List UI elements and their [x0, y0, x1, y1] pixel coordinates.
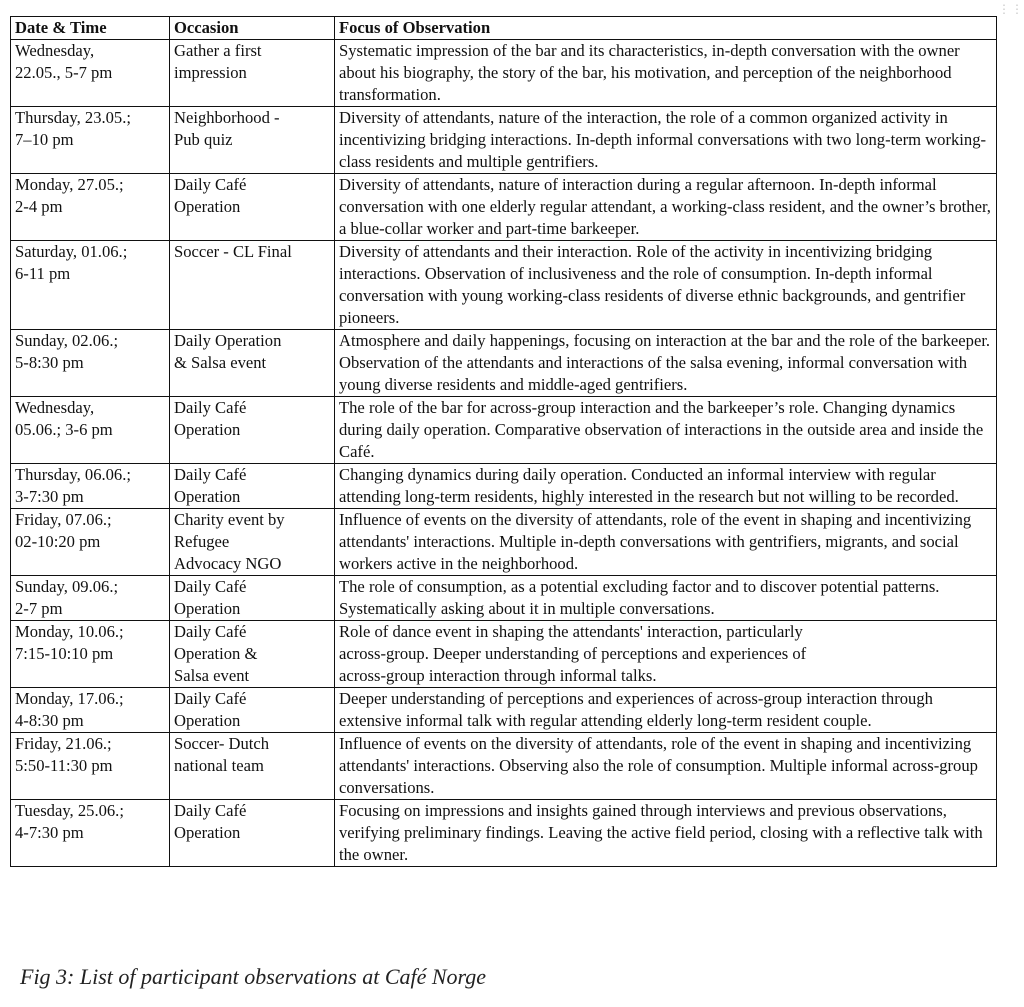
cell-focus: Diversity of attendants and their interaction. Role of the activity in incentivizing bridging interactions. Observation of inclusiveness and the role of consumption. In-depth informal conversation with young working-class residents of diverse ethnic backgrounds, and gentrifier pioneers.: [335, 241, 997, 330]
header-occasion: Occasion: [170, 17, 335, 40]
table-row: [11, 241, 997, 330]
cell-occasion: Gather a first impression: [170, 40, 335, 107]
cell-date-time: Monday, 17.06.; 4-8:30 pm: [11, 688, 170, 733]
table-header-row: [11, 17, 997, 40]
observations-table: [10, 16, 997, 867]
more-options-icon[interactable]: ⋮⋮: [998, 2, 1024, 16]
cell-date-time: Friday, 21.06.; 5:50-11:30 pm: [11, 733, 170, 800]
cell-focus: The role of the bar for across-group interaction and the barkeeper’s role. Changing dynamics during daily operation. Comparative observation of interactions in the outside area and inside the Café.: [335, 397, 997, 464]
cell-focus: Influence of events on the diversity of attendants, role of the event in shaping and incentivizing attendants' interactions. Multiple in-depth conversations with gentrifiers, migrants, and social workers active in the neighborhood.: [335, 509, 997, 576]
cell-occasion: Charity event by Refugee Advocacy NGO: [170, 509, 335, 576]
table-row: [11, 688, 997, 733]
figure-caption: Fig 3: List of participant observations at Café Norge: [20, 964, 487, 989]
table-row: [11, 174, 997, 241]
cell-date-time: Thursday, 06.06.; 3-7:30 pm: [11, 464, 170, 509]
table-row: [11, 800, 997, 867]
table-row: [11, 40, 997, 107]
cell-focus: Focusing on impressions and insights gained through interviews and previous observations, verifying preliminary findings. Leaving the active field period, closing with a reflective talk with the owner.: [335, 800, 997, 867]
cell-occasion: Daily Café Operation: [170, 174, 335, 241]
cell-focus: Atmosphere and daily happenings, focusing on interaction at the bar and the role of the barkeeper. Observation of the attendants and interactions of the salsa evening, informal conversation with young diverse residents and middle-aged gentrifiers.: [335, 330, 997, 397]
cell-occasion: Neighborhood - Pub quiz: [170, 107, 335, 174]
cell-occasion: Daily Café Operation & Salsa event: [170, 621, 335, 688]
table-row: [11, 330, 997, 397]
cell-focus: Role of dance event in shaping the attendants' interaction, particularly across-group. Deeper understanding of perceptions and experiences of across-group interaction through informal talks.: [335, 621, 997, 688]
cell-occasion: Soccer - CL Final: [170, 241, 335, 330]
cell-focus: The role of consumption, as a potential excluding factor and to discover potential patterns. Systematically asking about it in multiple conversations.: [335, 576, 997, 621]
cell-occasion: Daily Café Operation: [170, 576, 335, 621]
cell-date-time: Sunday, 02.06.; 5-8:30 pm: [11, 330, 170, 397]
table-row: [11, 509, 997, 576]
cell-date-time: Tuesday, 25.06.; 4-7:30 pm: [11, 800, 170, 867]
cell-occasion: Daily Café Operation: [170, 688, 335, 733]
header-date-time: Date & Time: [11, 17, 170, 40]
cell-focus: Deeper understanding of perceptions and experiences of across-group interaction through extensive informal talk with regular attending elderly long-term resident couple.: [335, 688, 997, 733]
cell-occasion: Daily Café Operation: [170, 464, 335, 509]
cell-date-time: Monday, 27.05.; 2-4 pm: [11, 174, 170, 241]
cell-focus: Changing dynamics during daily operation. Conducted an informal interview with regular attending long-term residents, highly interested in the research but not willing to be recorded.: [335, 464, 997, 509]
cell-date-time: Thursday, 23.05.; 7–10 pm: [11, 107, 170, 174]
cell-occasion: Daily Café Operation: [170, 800, 335, 867]
cell-focus: Systematic impression of the bar and its characteristics, in-depth conversation with the owner about his biography, the story of the bar, his motivation, and perception of the neighborhood transformation.: [335, 40, 997, 107]
cell-date-time: Saturday, 01.06.; 6-11 pm: [11, 241, 170, 330]
cell-date-time: Sunday, 09.06.; 2-7 pm: [11, 576, 170, 621]
header-focus: Focus of Observation: [335, 17, 997, 40]
cell-occasion: Daily Café Operation: [170, 397, 335, 464]
table-body: [11, 40, 997, 867]
table-row: [11, 733, 997, 800]
cell-date-time: Friday, 07.06.; 02-10:20 pm: [11, 509, 170, 576]
cell-focus: Diversity of attendants, nature of interaction during a regular afternoon. In-depth informal conversation with one elderly regular attendant, a working-class resident, and the owner’s brother, a blue-collar worker and part-time barkeeper.: [335, 174, 997, 241]
cell-date-time: Monday, 10.06.; 7:15-10:10 pm: [11, 621, 170, 688]
table-row: [11, 576, 997, 621]
table-row: [11, 621, 997, 688]
cell-date-time: Wednesday, 05.06.; 3-6 pm: [11, 397, 170, 464]
cell-occasion: Daily Operation & Salsa event: [170, 330, 335, 397]
cell-focus: Influence of events on the diversity of attendants, role of the event in shaping and incentivizing attendants' interactions. Observing also the role of consumption. Multiple informal across-group conversations.: [335, 733, 997, 800]
table-row: [11, 107, 997, 174]
cell-date-time: Wednesday, 22.05., 5-7 pm: [11, 40, 170, 107]
cell-occasion: Soccer- Dutch national team: [170, 733, 335, 800]
table-row: [11, 464, 997, 509]
cell-focus: Diversity of attendants, nature of the interaction, the role of a common organized activity in incentivizing bridging interactions. In-depth informal conversations with two long-term working-class residents and multiple gentrifiers.: [335, 107, 997, 174]
table-row: [11, 397, 997, 464]
